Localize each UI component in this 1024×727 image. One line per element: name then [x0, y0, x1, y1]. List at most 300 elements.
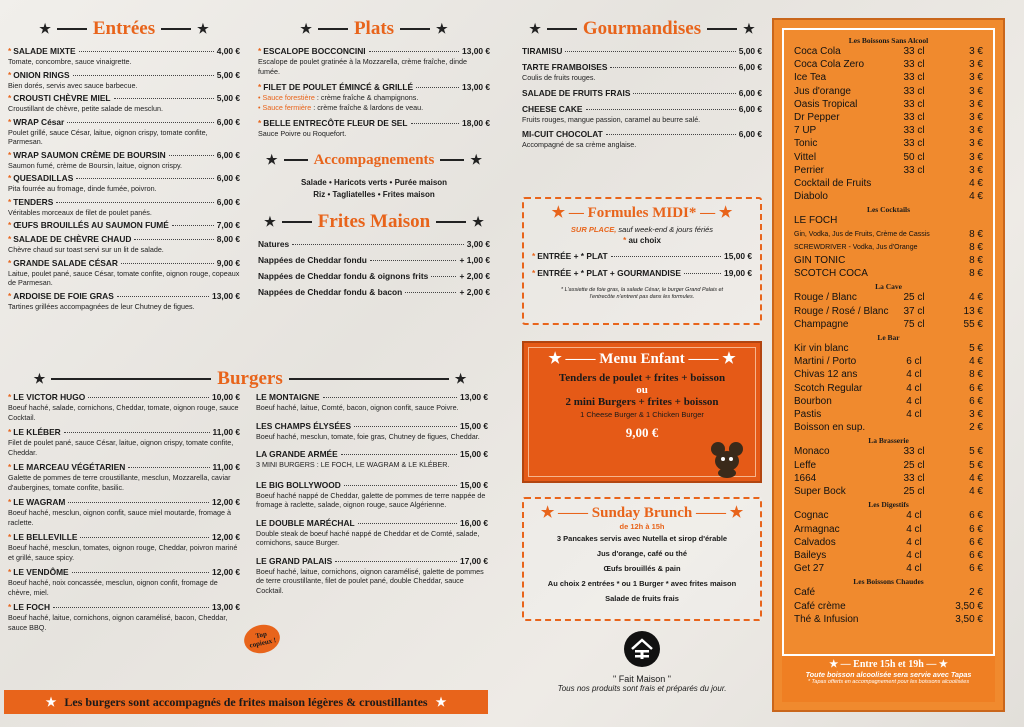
leader-dots — [121, 263, 214, 264]
drink-volume: 50 cl — [903, 151, 925, 163]
leader-dots — [169, 155, 214, 156]
item-price: 15,00 € — [460, 420, 488, 431]
drink-price: 2 € — [969, 422, 983, 434]
sunday-brunch-box — [522, 497, 762, 621]
leader-dots — [88, 397, 209, 398]
item-name: Natures — [258, 238, 290, 249]
item-desc: Boeuf haché nappé de Cheddar, galette de pommes de terre nappée de fromage à raclette, salade, oignon rouge, sauce Algérienne. — [256, 490, 486, 509]
drink-name: Chivas 12 ans — [794, 369, 858, 381]
item-name: TARTE FRAMBOISES — [522, 62, 608, 72]
bullet-star-icon: * — [258, 46, 262, 56]
entree-item — [8, 117, 240, 147]
house-logo-icon — [623, 630, 661, 668]
item-price: 12,00 € — [212, 567, 240, 577]
item-name: BELLE ENTRECÔTE FLEUR DE SEL — [263, 118, 408, 128]
item-price: 15,00 € — [460, 479, 488, 490]
menu-enfant-box — [522, 341, 762, 483]
brunch-line: Œufs brouillés & pain — [603, 564, 681, 573]
item-name: LE FOCH — [13, 602, 51, 612]
item-desc: Croustillant de chèvre, petite salade de mesclun. — [8, 104, 164, 113]
drink-name: Scotch Regular — [794, 382, 863, 394]
drink-name: Baileys — [794, 549, 827, 561]
plats-title: ★ Plats ★ — [300, 18, 448, 39]
leader-dots — [358, 523, 457, 524]
leader-dots — [633, 93, 735, 94]
star-icon: ★ — [718, 205, 733, 221]
leader-dots — [79, 51, 214, 52]
item-price: 9,00 € — [216, 257, 240, 268]
entrees-title: ★ Entrées ★ — [39, 18, 209, 39]
item-price: 10,00 € — [212, 392, 240, 402]
leader-dots — [610, 67, 735, 68]
item-desc: Poulet grillé, sauce César, laitue, oignon crispy, tomate confite, Parmesan. — [8, 127, 208, 146]
burgers-banner: ★ Les burgers sont accompagnés de frites maison légères & croustillantes ★ — [4, 690, 488, 714]
drink-volume: 33 cl — [903, 85, 925, 97]
leader-dots — [68, 502, 209, 503]
leader-dots — [53, 607, 209, 608]
bullet-star-icon: * — [8, 173, 12, 183]
drink-row — [794, 382, 983, 395]
drink-volume: 33 cl — [903, 138, 925, 150]
brunch-line: Jus d'orange, café ou thé — [596, 549, 688, 558]
entree-item — [8, 93, 240, 114]
drink-row — [794, 58, 983, 71]
item-name: ŒUFS BROUILLÉS AU SAUMON FUMÉ — [13, 220, 169, 230]
item-name: Nappées de Cheddar fondu & oignons frits — [258, 270, 429, 281]
drink-row — [794, 214, 983, 227]
enfant-line-2: 2 mini Burgers + frites + boisson — [565, 396, 719, 408]
drink-row — [794, 472, 983, 485]
drink-price: 3 € — [969, 138, 983, 150]
drink-price: 3 € — [969, 85, 983, 97]
gourmandise-item — [522, 62, 762, 83]
item-price: 12,00 € — [212, 497, 240, 507]
plat-item — [258, 82, 490, 112]
drink-name: Get 27 — [794, 563, 825, 575]
item-desc: Tomate, concombre, sauce vinaigrette. — [8, 57, 132, 66]
leader-dots — [172, 225, 214, 226]
drink-price: 3 € — [969, 112, 983, 124]
gourmandise-item — [522, 46, 762, 57]
drink-price: 6 € — [969, 563, 983, 575]
drink-row — [794, 523, 983, 536]
bullet-star-icon: * — [8, 462, 12, 472]
fait-maison-desc: Tous nos produits sont frais et préparés du jour. — [557, 684, 727, 693]
bullet-star-icon: * — [8, 196, 12, 207]
drinks-category-title: La Cave — [875, 282, 902, 292]
star-icon: ★ — [551, 205, 566, 221]
item-name: TIRAMISU — [522, 46, 563, 56]
drink-name: Cognac — [794, 510, 829, 522]
drink-price: 3 € — [969, 409, 983, 421]
drink-row — [794, 71, 983, 84]
drink-price: 3 € — [969, 164, 983, 176]
enfant-line-1: Tenders de poulet + frites + boisson — [558, 372, 726, 384]
item-name: LA GRANDE ARMÉE — [256, 449, 338, 459]
item-name: LE KLÉBER — [13, 427, 61, 437]
bullet-star-icon: * — [8, 46, 12, 56]
drink-volume — [889, 254, 939, 267]
burger-item — [8, 602, 240, 632]
drink-name: Pastis — [794, 409, 822, 421]
bullet-star-icon: * — [258, 82, 262, 92]
gourmandise-item — [522, 88, 762, 99]
burger-item — [8, 567, 240, 597]
drink-row — [794, 305, 983, 318]
burger-item — [8, 392, 240, 422]
item-desc: Sauce Poivre ou Roquefort. — [258, 129, 347, 138]
drink-name: Kir vin blanc — [794, 343, 849, 355]
bullet-star-icon: * — [8, 497, 12, 507]
drink-name: Coca Cola Zero — [794, 59, 865, 71]
drink-price: 4 € — [969, 356, 983, 368]
accompagnements-line-1: Salade • Haricots verts • Purée maison — [300, 177, 448, 187]
leader-dots — [344, 485, 457, 486]
item-desc: Boeuf haché, laitue, cornichons, oignon caramélisé, galette de pommes de terre croustillante, filet de poulet pané, double Cheddar, sauce Cocktail. — [256, 566, 484, 595]
drink-row — [794, 562, 983, 575]
item-price: 6,00 € — [738, 62, 762, 72]
item-desc: Pita fourrée au fromage, dinde fumée, poivron. — [8, 184, 157, 193]
drink-row — [794, 45, 983, 58]
leader-dots — [67, 122, 213, 123]
item-name: LE MONTAIGNE — [256, 392, 320, 402]
item-desc: Boeuf haché, mesclun, oignon confit, sauce miel moutarde, fromage à raclette. — [8, 508, 231, 527]
drink-volume: 25 cl — [903, 292, 925, 304]
item-name: LE VICTOR HUGO — [13, 392, 86, 402]
drink-row — [794, 408, 983, 421]
star-icon: ★ — [39, 21, 51, 36]
item-price: 6,00 € — [216, 149, 240, 160]
drink-price: 8 € — [969, 369, 983, 381]
drink-name: 1664 — [794, 472, 817, 484]
drink-name: Rouge / Rosé / Blanc — [794, 305, 889, 317]
drink-price: 5 € — [969, 459, 983, 471]
item-desc: Boeuf haché, laitue, Comté, bacon, oignon confit, sauce Poivre. — [256, 403, 459, 412]
drink-row — [794, 368, 983, 381]
drinks-category-title: Les Boissons Sans Alcool — [848, 36, 929, 45]
burger-item — [256, 518, 488, 548]
drink-name: SCOTCH COCA — [794, 268, 868, 280]
item-name: SALADE MIXTE — [13, 46, 76, 56]
item-price: 11,00 € — [212, 462, 240, 472]
drink-name: Jus d'orange — [794, 85, 851, 97]
item-price: 5,00 € — [216, 93, 240, 103]
burger-item — [256, 392, 488, 413]
drink-price: 3 € — [969, 46, 983, 57]
drink-price: 5 € — [969, 446, 983, 458]
drink-volume: 4 cl — [906, 563, 922, 575]
entree-item — [8, 291, 240, 312]
drink-volume: 4 cl — [906, 395, 922, 407]
drinks-footer-line-2: * Tapas offerts en accompagnement pour les boissons alcoolisées — [807, 679, 970, 685]
leader-dots — [565, 51, 735, 52]
leader-dots — [354, 426, 457, 427]
burger-item — [8, 532, 240, 562]
item-price: 4,00 € — [216, 46, 240, 56]
bullet-star-icon: * — [8, 567, 12, 577]
drink-price: 6 € — [969, 549, 983, 561]
item-price: + 2,00 € — [459, 270, 490, 281]
drink-name: Super Bock — [794, 486, 846, 498]
drink-row — [794, 241, 983, 254]
gourmandise-item — [522, 129, 762, 150]
enfant-ou: ou — [636, 384, 648, 396]
item-price: 6,00 € — [738, 103, 762, 114]
item-desc: Double steak de boeuf haché nappé de Cheddar et de Comté, salade, cornichons, sauce Burger. — [256, 528, 480, 547]
frites-item — [258, 271, 490, 282]
brunch-title: ★ —— Sunday Brunch —— ★ — [540, 505, 744, 521]
drink-name: Perrier — [794, 164, 825, 176]
drink-name: SCREWDRIVER - Vodka, Jus d'Orange — [794, 243, 918, 251]
item-price: 15,00 € — [460, 449, 488, 459]
item-name: GRANDE SALADE CÉSAR — [13, 257, 118, 268]
bullet-star-icon: * — [8, 392, 12, 402]
drink-name: Café — [794, 587, 816, 599]
bullet-star-icon: * — [8, 602, 12, 612]
drink-name: Coca Cola — [794, 46, 841, 57]
drinks-category-title: Les Digestifs — [868, 500, 909, 510]
star-icon: ★ — [45, 694, 57, 709]
item-name: MI-CUIT CHOCOLAT — [522, 129, 603, 139]
item-price: 17,00 € — [460, 555, 488, 566]
leader-dots — [411, 123, 460, 124]
drink-volume — [889, 214, 939, 227]
leader-dots — [335, 561, 457, 562]
drink-row — [794, 342, 983, 355]
brunch-line: Salade de fruits frais — [605, 594, 679, 603]
drink-price: 55 € — [963, 318, 983, 330]
star-icon: ★ — [938, 659, 948, 670]
leader-dots — [405, 292, 456, 293]
bullet-star-icon: * — [8, 69, 12, 80]
item-name: LE DOUBLE MARÉCHAL — [256, 517, 355, 528]
drink-volume: 6 cl — [906, 356, 922, 368]
drink-price: 4 € — [969, 292, 983, 304]
drink-row — [794, 190, 983, 203]
entree-item — [8, 197, 240, 218]
gourmandises-title: ★ Gourmandises ★ — [529, 18, 755, 39]
drink-row — [794, 536, 983, 549]
leader-dots — [73, 75, 214, 76]
drink-name: 7 UP — [794, 125, 817, 137]
drink-volume — [889, 342, 939, 355]
drink-volume: 25 cl — [903, 486, 925, 498]
drink-price: 13 € — [963, 305, 983, 317]
drink-row — [794, 137, 983, 150]
drink-volume — [889, 421, 939, 434]
drink-name: GIN TONIC — [794, 255, 846, 267]
star-icon: ★ — [743, 21, 755, 36]
leader-dots — [56, 202, 213, 203]
drink-name: Calvados — [794, 536, 836, 548]
bullet-star-icon: * — [8, 234, 12, 244]
drink-name: Café crème — [794, 600, 846, 612]
formules-title: ★ — Formules MIDI* — ★ — [551, 205, 733, 221]
item-price: 11,00 € — [212, 427, 240, 437]
leader-dots — [134, 239, 213, 240]
drink-name: Rouge / Blanc — [794, 292, 857, 304]
drink-row — [794, 318, 983, 331]
sauce-fermiere: • Sauce fermière : crème fraîche & lardons de veau. — [258, 102, 424, 112]
item-name: Nappées de Cheddar fondu — [258, 254, 367, 265]
item-desc: Boeuf haché, mesclun, tomates, oignon rouge, Cheddar, poivron mariné et grillé, sauce spicy. — [8, 543, 238, 562]
leader-dots — [114, 98, 214, 99]
drink-name: Ice Tea — [794, 72, 827, 84]
drink-price: 6 € — [969, 523, 983, 535]
burger-item — [8, 497, 240, 527]
drink-volume: 4 cl — [906, 382, 922, 394]
star-icon: ★ — [722, 351, 736, 367]
burgers-right-list — [256, 392, 488, 603]
frites-title: ★ Frites Maison ★ — [264, 210, 484, 232]
item-desc: Coulis de fruits rouges. — [522, 73, 596, 82]
burger-item — [256, 556, 488, 596]
leader-dots — [606, 134, 736, 135]
leader-dots — [323, 397, 457, 398]
drink-row — [794, 267, 983, 280]
item-name: CROUSTI CHÈVRE MIEL — [13, 93, 111, 103]
bullet-star-icon: * — [8, 532, 12, 542]
drink-price: 4 € — [969, 486, 983, 498]
item-price: 6,00 € — [216, 173, 240, 183]
item-price: 18,00 € — [462, 118, 490, 128]
drink-row — [794, 164, 983, 177]
star-icon: ★ — [470, 151, 483, 167]
drink-name: Oasis Tropical — [794, 98, 858, 110]
drink-volume: 33 cl — [903, 72, 925, 84]
item-name: QUESADILLAS — [13, 173, 74, 183]
leader-dots — [117, 296, 209, 297]
bullet-star-icon: * — [8, 220, 12, 230]
star-icon: ★ — [454, 371, 467, 386]
drink-price: 3 € — [969, 125, 983, 137]
drink-row — [794, 355, 983, 368]
item-name: LES CHAMPS ÉLYSÉES — [256, 420, 352, 431]
bullet-star-icon: * — [8, 427, 12, 437]
drink-price — [939, 214, 983, 227]
drink-price: 3 € — [969, 72, 983, 84]
drink-row — [794, 459, 983, 472]
drink-price: 3,50 € — [955, 600, 983, 612]
drink-volume — [930, 228, 958, 241]
item-price: + 2,00 € — [459, 286, 490, 297]
item-price: 7,00 € — [216, 220, 240, 230]
formule-1: * ENTRÉE + * PLAT 15,00 € — [532, 251, 752, 261]
star-icon: ★ — [472, 213, 484, 229]
item-name: SALADE DE CHÈVRE CHAUD — [13, 234, 132, 244]
accompagnements-line-2: Riz • Tagliatelles • Frites maison — [313, 189, 435, 199]
brunch-line: Au choix 2 entrées * ou 1 Burger * avec frites maison — [547, 579, 737, 588]
item-desc: Boeuf haché, mesclun, tomate, foie gras, Chutney de figues, Cheddar. — [256, 431, 480, 441]
formules-note: * L'assiette de foie gras, la salade César, le burger Grand Palais et l'entrecôte n'entrent pas dans les formules. — [560, 287, 724, 300]
item-name: WRAP César — [13, 116, 65, 127]
bullet-star-icon: * — [8, 290, 12, 301]
enfant-title: ★ —— Menu Enfant —— ★ — [548, 351, 736, 367]
drinks-category-title: Les Cocktails — [866, 205, 911, 215]
item-name: Nappées de Cheddar fondu & bacon — [258, 286, 403, 297]
leader-dots — [586, 109, 736, 110]
item-price: 5,00 € — [738, 46, 762, 56]
plat-item — [258, 118, 490, 139]
item-name: LE VENDÔME — [13, 567, 69, 577]
drink-name: Vittel — [794, 151, 817, 163]
drink-volume: 33 cl — [903, 59, 925, 71]
bullet-star-icon: * — [8, 149, 12, 160]
drink-name: Leffe — [794, 459, 817, 471]
leader-dots — [369, 51, 459, 52]
drink-volume: 33 cl — [903, 125, 925, 137]
brunch-lines — [532, 531, 752, 606]
entrees-list — [8, 46, 240, 311]
drink-row — [794, 421, 983, 434]
entree-item — [8, 173, 240, 194]
item-name: LE BELLEVILLE — [13, 532, 78, 542]
item-price: 5,00 € — [216, 69, 240, 80]
drink-volume: 33 cl — [903, 472, 925, 484]
drink-row — [794, 111, 983, 124]
formules-midi-box — [522, 197, 762, 325]
enfant-line-3: 1 Cheese Burger & 1 Chicken Burger — [580, 410, 704, 419]
drink-volume: 33 cl — [903, 112, 925, 124]
item-name: LE MARCEAU VÉGÉTARIEN — [13, 462, 126, 472]
entree-item — [8, 220, 240, 231]
drink-row — [794, 85, 983, 98]
drink-price: 6 € — [969, 510, 983, 522]
drink-volume: 4 cl — [906, 510, 922, 522]
drinks-footer-line-1: Toute boisson alcoolisée sera servie avec Tapas — [805, 670, 972, 679]
drink-row — [794, 485, 983, 498]
item-name: ESCALOPE BOCCONCINI — [263, 46, 366, 56]
drink-row — [794, 254, 983, 267]
item-price: 6,00 € — [216, 196, 240, 207]
item-name: LE WAGRAM — [13, 497, 66, 507]
drink-row — [794, 600, 983, 613]
formules-subtitle: SUR PLACE, sauf week-end & jours fériés — [570, 225, 714, 234]
plats-column — [258, 16, 490, 303]
drink-name: Champagne — [794, 318, 849, 330]
drink-name: Monaco — [794, 446, 830, 458]
item-desc: Saumon fumé, crème de Boursin, laitue, oignon crispy. — [8, 160, 183, 170]
drink-volume: 33 cl — [903, 164, 925, 176]
gourmandise-item — [522, 104, 762, 125]
drink-row — [794, 98, 983, 111]
leader-dots — [341, 454, 457, 455]
drink-row — [794, 151, 983, 164]
drink-price: 6 € — [969, 382, 983, 394]
item-price: 8,00 € — [216, 234, 240, 244]
drink-row — [794, 613, 983, 626]
enfant-price: 9,00 € — [625, 425, 659, 440]
fait-maison — [522, 630, 762, 693]
star-icon: ★ — [529, 21, 541, 36]
drink-name: Diabolo — [794, 191, 828, 203]
item-price: 13,00 € — [212, 602, 240, 612]
drink-volume — [889, 267, 939, 280]
star-icon: ★ — [548, 351, 562, 367]
drink-name: Gin, Vodka, Jus de Fruits, Crème de Cassis — [794, 230, 930, 238]
entree-item — [8, 258, 240, 288]
burger-item — [256, 480, 488, 510]
item-name: ONION RINGS — [13, 69, 70, 80]
entree-item — [8, 70, 240, 91]
drink-price: 8 € — [969, 228, 983, 240]
item-desc: Bien dorés, servis avec sauce barbecue. — [8, 80, 138, 90]
drink-row — [794, 549, 983, 562]
item-price: 13,00 € — [460, 392, 488, 402]
drink-row — [794, 124, 983, 137]
item-name: LE GRAND PALAIS — [256, 555, 333, 566]
frites-list — [258, 239, 490, 298]
